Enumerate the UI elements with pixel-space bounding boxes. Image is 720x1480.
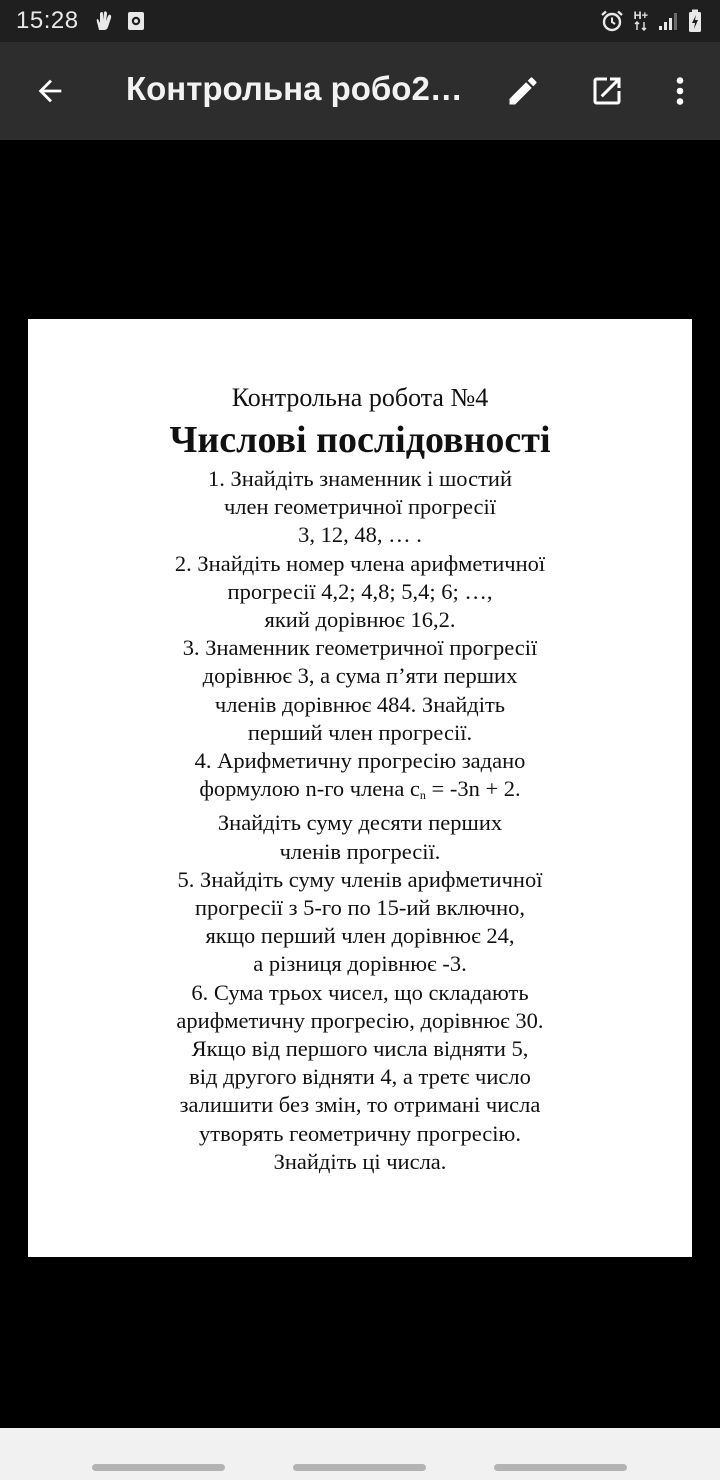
text-line: залишити без змін, то отримані числа	[179, 1092, 541, 1118]
document-viewer[interactable]	[0, 140, 720, 1428]
camera-icon	[127, 11, 145, 31]
navigation-bar	[0, 1428, 720, 1480]
formula-line	[28, 775, 692, 809]
text-line: 2. Знайдіть номер члена арифметичної	[174, 550, 546, 576]
battery-icon	[688, 9, 702, 33]
more-vertical-icon	[662, 73, 698, 109]
open-external-icon	[589, 73, 625, 109]
text-line: дорівнює 3, а сума п’яти перших	[202, 663, 518, 689]
alarm-icon	[600, 9, 624, 33]
app-bar	[0, 42, 720, 140]
more-options-button[interactable]	[658, 69, 702, 113]
text-line: членів дорівнює 484. Знайдіть	[214, 691, 506, 717]
text-line: 1. Знайдіть знаменник і шостий	[208, 466, 512, 491]
pencil-icon	[505, 73, 541, 109]
edit-button[interactable]	[501, 69, 545, 113]
nav-button-right[interactable]	[494, 1464, 627, 1471]
formula-subscript: n	[419, 788, 426, 803]
document-subtitle: Контрольна робота №4	[231, 383, 489, 412]
open-in-app-button[interactable]	[585, 69, 629, 113]
text-line: член геометричної прогресії	[223, 494, 497, 520]
signal-icon	[658, 11, 678, 31]
formula-after: = -3n + 2.	[425, 776, 521, 802]
text-line: арифметичну прогресію, дорівнює 30.	[176, 1007, 544, 1033]
text-line: 3, 12, 48, … .	[298, 522, 422, 548]
text-line: якщо перший член дорівнює 24,	[205, 923, 515, 949]
text-line: який дорівнює 16,2.	[264, 607, 456, 633]
status-time: 15:28	[16, 7, 79, 34]
text-line: 4. Арифметичну прогресію задано	[194, 748, 526, 774]
text-line: Якщо від першого числа відняти 5,	[191, 1036, 529, 1062]
text-line: членів прогресії.	[279, 838, 441, 864]
text-line: від другого відняти 4, а третє число	[189, 1064, 531, 1090]
status-right	[600, 9, 702, 33]
text-line: Знайдіть ці числа.	[273, 1148, 447, 1174]
text-line: перший член прогресії.	[247, 719, 473, 745]
text-line: 5. Знайдіть суму членів арифметичної	[177, 866, 543, 892]
status-bar	[0, 0, 720, 42]
status-left	[16, 7, 145, 35]
text-line: а різниця дорівнює -3.	[253, 951, 467, 977]
text-line: 3. Знаменник геометричної прогресії	[182, 635, 538, 661]
document-content	[28, 381, 692, 1176]
back-button[interactable]	[28, 69, 72, 113]
text-line: прогресії 4,2; 4,8; 5,4; 6; …,	[227, 578, 493, 604]
text-line: прогресії з 5-го по 15-ий включно,	[194, 895, 526, 921]
formula-before: формулою n-го члена c	[199, 776, 420, 802]
nav-button-left[interactable]	[92, 1464, 225, 1471]
document-heading: Числові послідовності	[169, 419, 551, 461]
hand-icon	[93, 10, 113, 32]
text-line: Знайдіть суму десяти перших	[217, 810, 503, 836]
nav-button-home[interactable]	[293, 1464, 426, 1471]
text-line: 6. Сума трьох чисел, що складають	[191, 979, 529, 1005]
back-arrow-icon	[33, 74, 67, 108]
text-line: утворять геометричну прогресію.	[199, 1120, 521, 1146]
document-title: Контрольна робо2…	[126, 70, 463, 107]
document-page[interactable]	[28, 319, 692, 1257]
network-label: H+	[633, 10, 648, 22]
network-type-icon	[634, 11, 648, 31]
